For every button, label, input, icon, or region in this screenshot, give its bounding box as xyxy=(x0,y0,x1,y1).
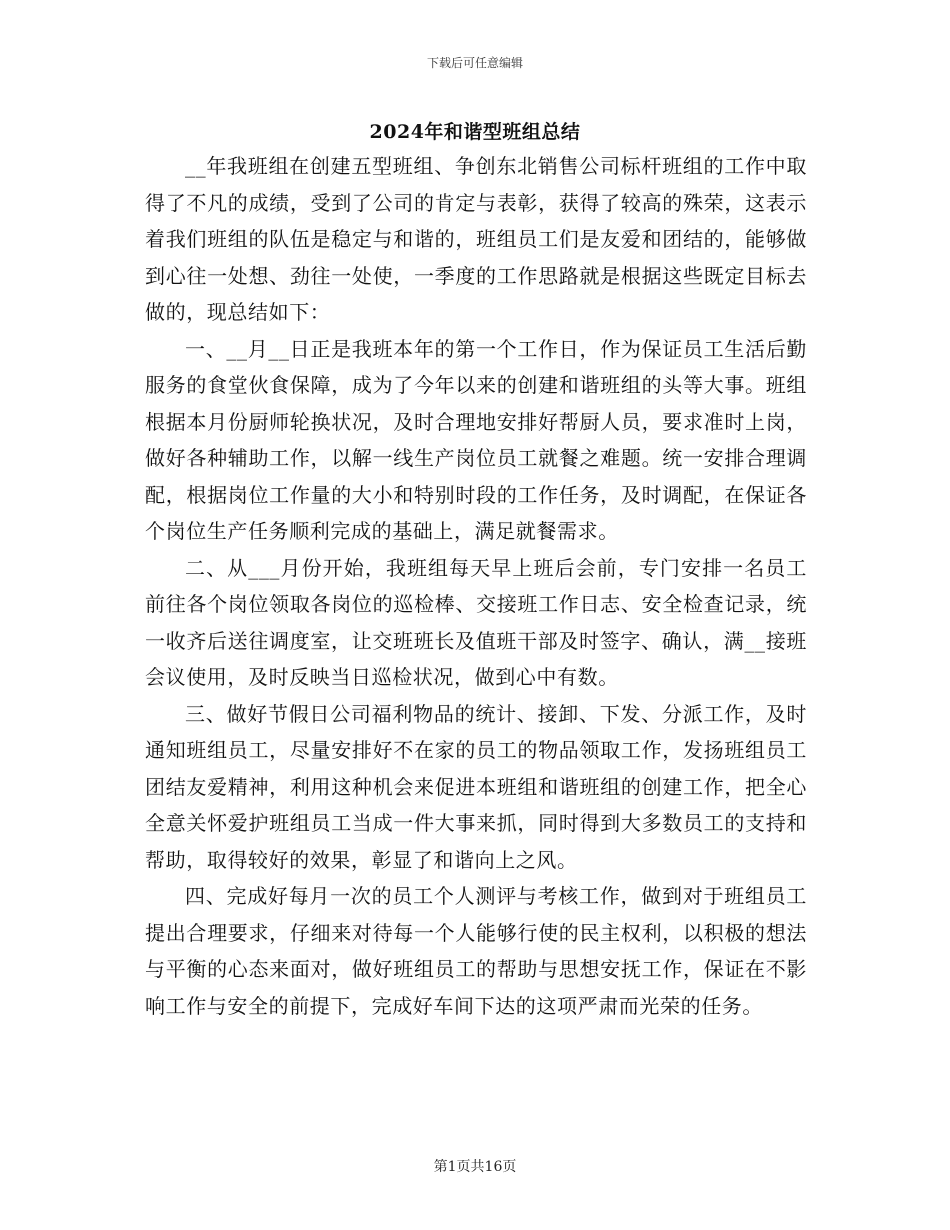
paragraph-section-2: 二、从___月份开始，我班组每天早上班后会前，专门安排一名员工前往各个岗位领取各岗位的巡检棒、交接班工作日志、安全检查记录，统一收齐后送往调度室，让交班班长及值班干部及时签字、确认，满__接班会议使用，及时反映当日巡检状况，做到心中有数。 xyxy=(145,555,807,689)
download-note: 下载后可任意编辑 xyxy=(426,56,523,70)
document-body xyxy=(145,148,807,1024)
paragraph-section-3: 三、做好节假日公司福利物品的统计、接卸、下发、分派工作，及时通知班组员工，尽量安排好不在家的员工的物品领取工作，发扬班组员工团结友爱精神，利用这种机会来促进本班组和谐班组的创建工作，把全心全意关怀爱护班组员工当成一件大事来抓，同时得到大多数员工的支持和帮助，取得较好的效果，彰显了和谐向上之风。 xyxy=(145,701,807,872)
document-title: 2024年和谐型班组总结 xyxy=(369,121,581,143)
paragraph-section-4: 四、完成好每月一次的员工个人测评与考核工作，做到对于班组员工提出合理要求，仔细来对待每一个人能够行使的民主权利，以积极的想法与平衡的心态来面对，做好班组员工的帮助与思想安抚工作，保证在不影响工作与安全的前提下，完成好车间下达的这项严肃而光荣的任务。 xyxy=(145,884,807,1018)
paragraph-section-1: 一、__月__日正是我班本年的第一个工作日，作为保证员工生活后勤服务的食堂伙食保障，成为了今年以来的创建和谐班组的头等大事。班组根据本月份厨师轮换状况，及时合理地安排好帮厨人员，要求准时上岗，做好各种辅助工作，以解一线生产岗位员工就餐之难题。统一安排合理调配，根据岗位工作量的大小和特别时段的工作任务，及时调配，在保证各个岗位生产任务顺利完成的基础上，满足就餐需求。 xyxy=(145,336,807,543)
page-indicator: 第1页共16页 xyxy=(433,1159,517,1175)
paragraph-intro: __年我班组在创建五型班组、争创东北销售公司标杆班组的工作中取得了不凡的成绩，受到了公司的肯定与表彰，获得了较高的殊荣，这表示着我们班组的队伍是稳定与和谐的，班组员工们是友爱和团结的，能够做到心往一处想、劲往一处使，一季度的工作思路就是根据这些既定目标去做的，现总结如下： xyxy=(145,154,807,324)
